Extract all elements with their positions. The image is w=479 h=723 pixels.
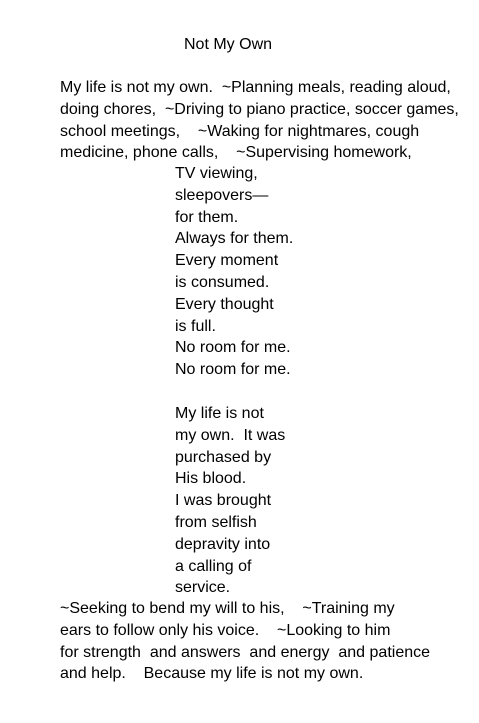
poem-line: Always for them. [175, 230, 294, 248]
poem-line: No room for me. [175, 339, 291, 357]
poem-closing-stanza [60, 598, 430, 685]
poem-line: My life is not [175, 405, 264, 422]
poem-line: doing chores, ~Driving to piano practice, soccer games, [60, 100, 459, 118]
poem-title: Not My Own [184, 36, 273, 53]
poem-line: No room for me. [175, 361, 291, 379]
poem-line: His blood. [175, 470, 247, 488]
poem-line: a calling of [175, 557, 252, 575]
poem-line: TV viewing, [175, 165, 258, 182]
poem-line: school meetings, ~Waking for nightmares, cough [60, 122, 420, 140]
poem-line: depravity into [175, 535, 271, 553]
poem-line: Every thought [175, 295, 274, 313]
poem-line: is consumed. [175, 273, 270, 291]
poem-line: My life is not my own. ~Planning meals, reading aloud, [60, 79, 451, 96]
poem-indented-stanza-2 [175, 403, 285, 599]
poem-line: ~Seeking to bend my will to his, ~Training my [60, 600, 395, 617]
poem-line: sleepovers— [175, 186, 269, 204]
poem-indented-stanza-1 [175, 163, 293, 381]
poem-line: from selfish [175, 513, 257, 531]
poem-line: my own. It was [175, 426, 286, 444]
poem-line: for strength and answers and energy and patience [60, 643, 431, 661]
poem-line: medicine, phone calls, ~Supervising homework, [60, 144, 412, 162]
poem-line: Every moment [175, 252, 279, 270]
poem-intro-stanza [60, 77, 459, 164]
poem-line: for them. [175, 208, 239, 226]
poem-line: ears to follow only his voice. ~Looking to him [60, 621, 391, 639]
poem-line: I was brought [175, 492, 272, 510]
poem-line: service. [175, 579, 231, 597]
poem-line: purchased by [175, 448, 272, 466]
poem-line: is full. [175, 317, 216, 335]
poem-line: and help. Because my life is not my own. [60, 665, 364, 683]
